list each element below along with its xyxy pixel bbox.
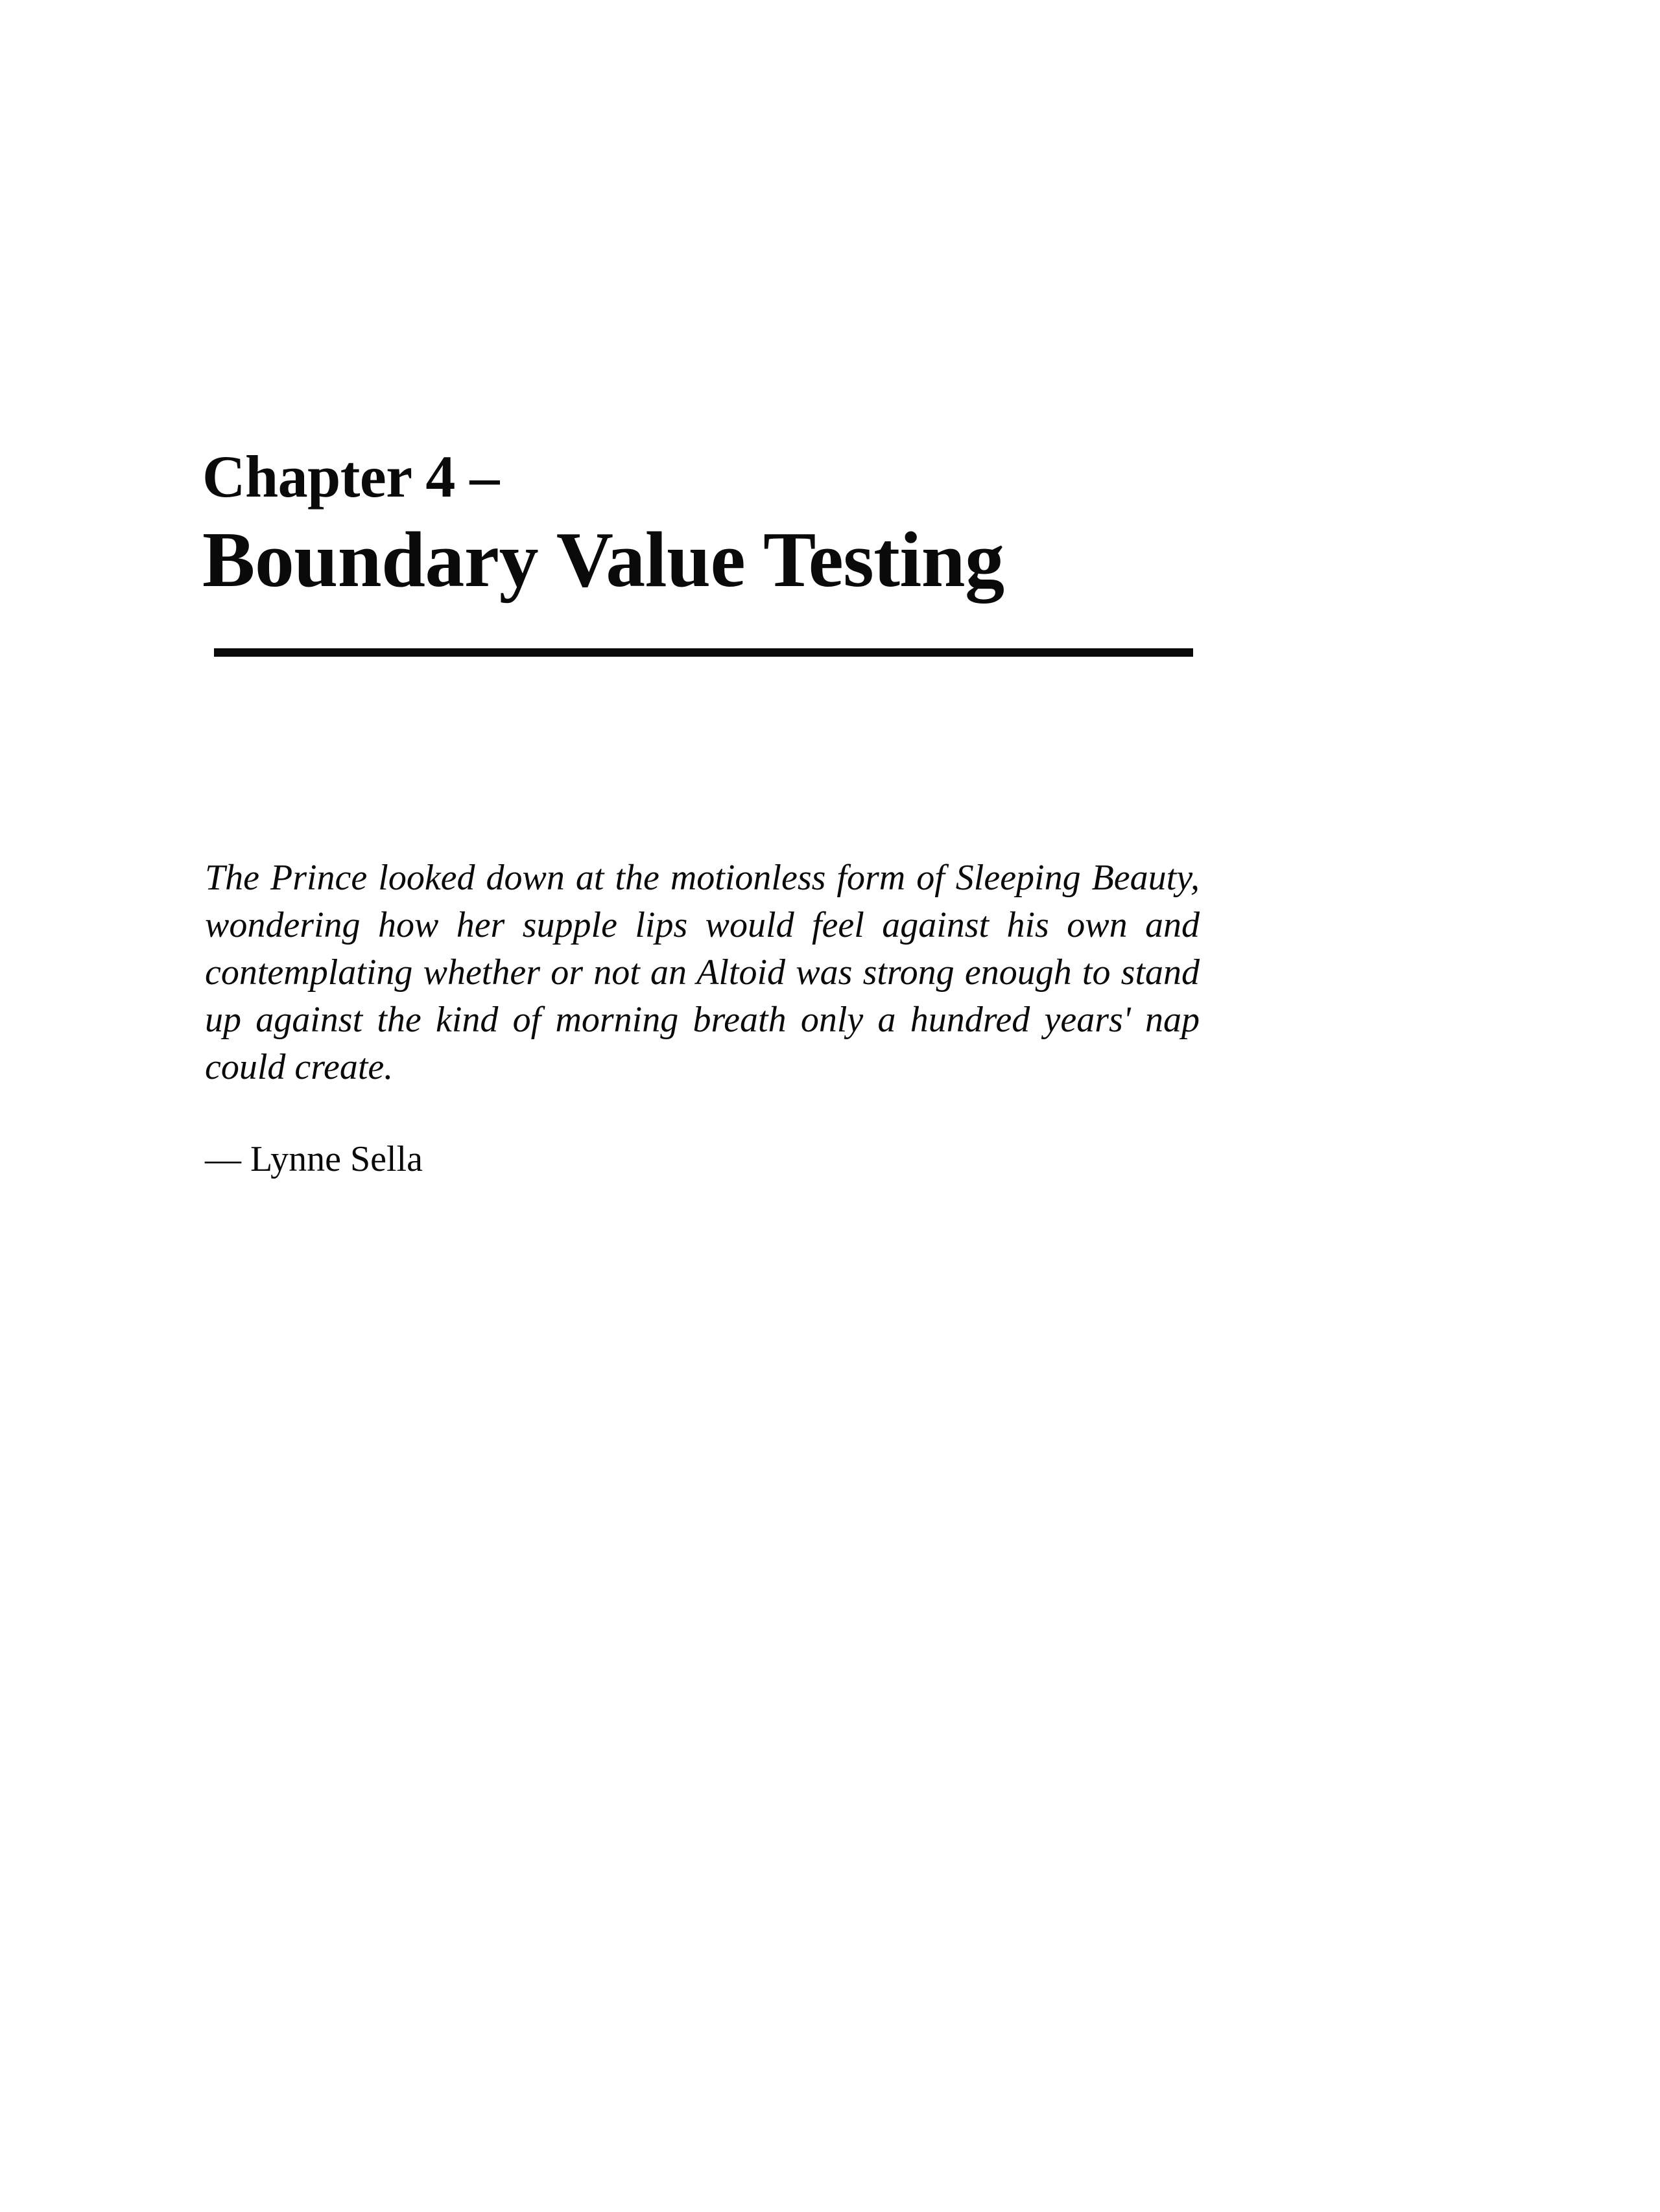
epigraph-quote: The Prince looked down at the motionless form of Sleeping Beauty, wondering how her supple lips would feel against his own and contemplating whether or not an Altoid was strong enough to stand up against the kind of morning breath only a hundred years' nap could create. (205, 858, 1200, 1087)
epigraph-attribution: — Lynne Sella (205, 1139, 423, 1179)
title-underline-rule (214, 648, 1193, 657)
chapter-title: Boundary Value Testing (202, 516, 1004, 604)
chapter-label: Chapter 4 – (202, 443, 499, 510)
chapter-heading (202, 441, 1214, 606)
